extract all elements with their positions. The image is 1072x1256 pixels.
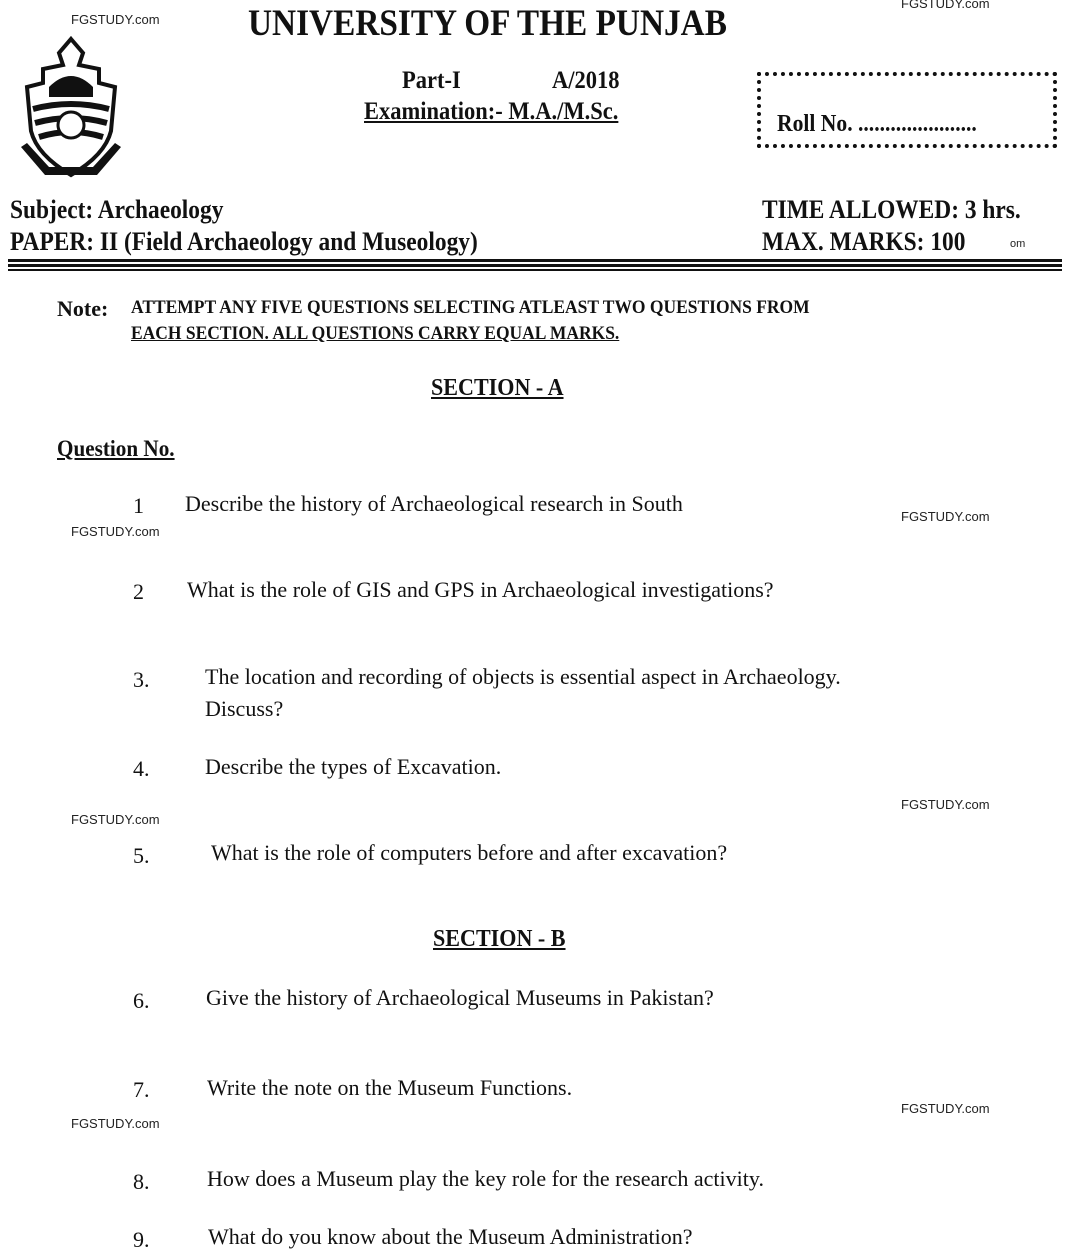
question-number: 6. xyxy=(133,988,150,1013)
question-number: 8. xyxy=(133,1169,150,1194)
question-number: 7. xyxy=(133,1077,150,1102)
question-number: 4. xyxy=(133,756,150,781)
watermark: FGSTUDY.com xyxy=(901,1101,990,1116)
section-b-title: SECTION - B xyxy=(433,926,566,952)
question-number: 1 xyxy=(133,493,144,518)
question-text: What is the role of GIS and GPS in Archaeological investigations? xyxy=(187,577,774,602)
header-divider xyxy=(8,269,1062,271)
question-text: What do you know about the Museum Administration? xyxy=(208,1224,693,1249)
watermark: FGSTUDY.com xyxy=(901,0,990,11)
question-text: Give the history of Archaeological Museums in Pakistan? xyxy=(206,985,714,1010)
roll-number-box xyxy=(757,72,1057,148)
question-number: 5. xyxy=(133,843,150,868)
question-text: Describe the history of Archaeological research in South xyxy=(185,491,683,516)
note-label: Note: xyxy=(57,296,109,321)
paper-label: PAPER: II (Field Archaeology and Museology) xyxy=(10,227,478,256)
examination-label: Examination:- M.A./M.Sc. xyxy=(364,98,619,125)
question-text: Describe the types of Excavation. xyxy=(205,754,502,779)
stray-watermark-fragment: om xyxy=(1010,238,1026,250)
question-number: 2 xyxy=(133,579,144,604)
question-no-label: Question No. xyxy=(57,436,175,461)
roll-number-label: Roll No. ...................... xyxy=(777,111,977,137)
question-text: How does a Museum play the key role for the research activity. xyxy=(207,1166,764,1191)
university-logo xyxy=(15,35,127,185)
note-line-2: EACH SECTION. ALL QUESTIONS CARRY EQUAL MARKS. xyxy=(131,323,620,344)
question-text: The location and recording of objects is essential aspect in Archaeology. xyxy=(205,664,841,689)
question-text: What is the role of computers before and after excavation? xyxy=(211,840,728,865)
question-text: Write the note on the Museum Functions. xyxy=(207,1075,573,1100)
question-number: 9. xyxy=(133,1227,150,1252)
header-divider xyxy=(8,259,1062,262)
watermark: FGSTUDY.com xyxy=(71,1116,160,1131)
part-label: Part-I xyxy=(402,67,461,94)
watermark: FGSTUDY.com xyxy=(901,509,990,524)
watermark: FGSTUDY.com xyxy=(71,12,160,27)
section-a-title: SECTION - A xyxy=(431,375,564,401)
subject-label: Subject: Archaeology xyxy=(10,195,224,224)
watermark: FGSTUDY.com xyxy=(71,524,160,539)
session-label: A/2018 xyxy=(552,67,620,94)
watermark: FGSTUDY.com xyxy=(71,812,160,827)
question-number: 3. xyxy=(133,667,150,692)
question-text-continued: Discuss? xyxy=(205,696,284,721)
watermark: FGSTUDY.com xyxy=(901,797,990,812)
university-title: UNIVERSITY OF THE PUNJAB xyxy=(248,3,727,44)
time-allowed: TIME ALLOWED: 3 hrs. xyxy=(762,195,1021,224)
max-marks: MAX. MARKS: 100 xyxy=(762,227,966,256)
note-line-1: ATTEMPT ANY FIVE QUESTIONS SELECTING ATLEAST TWO QUESTIONS FROM xyxy=(131,297,810,318)
header-divider xyxy=(8,264,1062,267)
